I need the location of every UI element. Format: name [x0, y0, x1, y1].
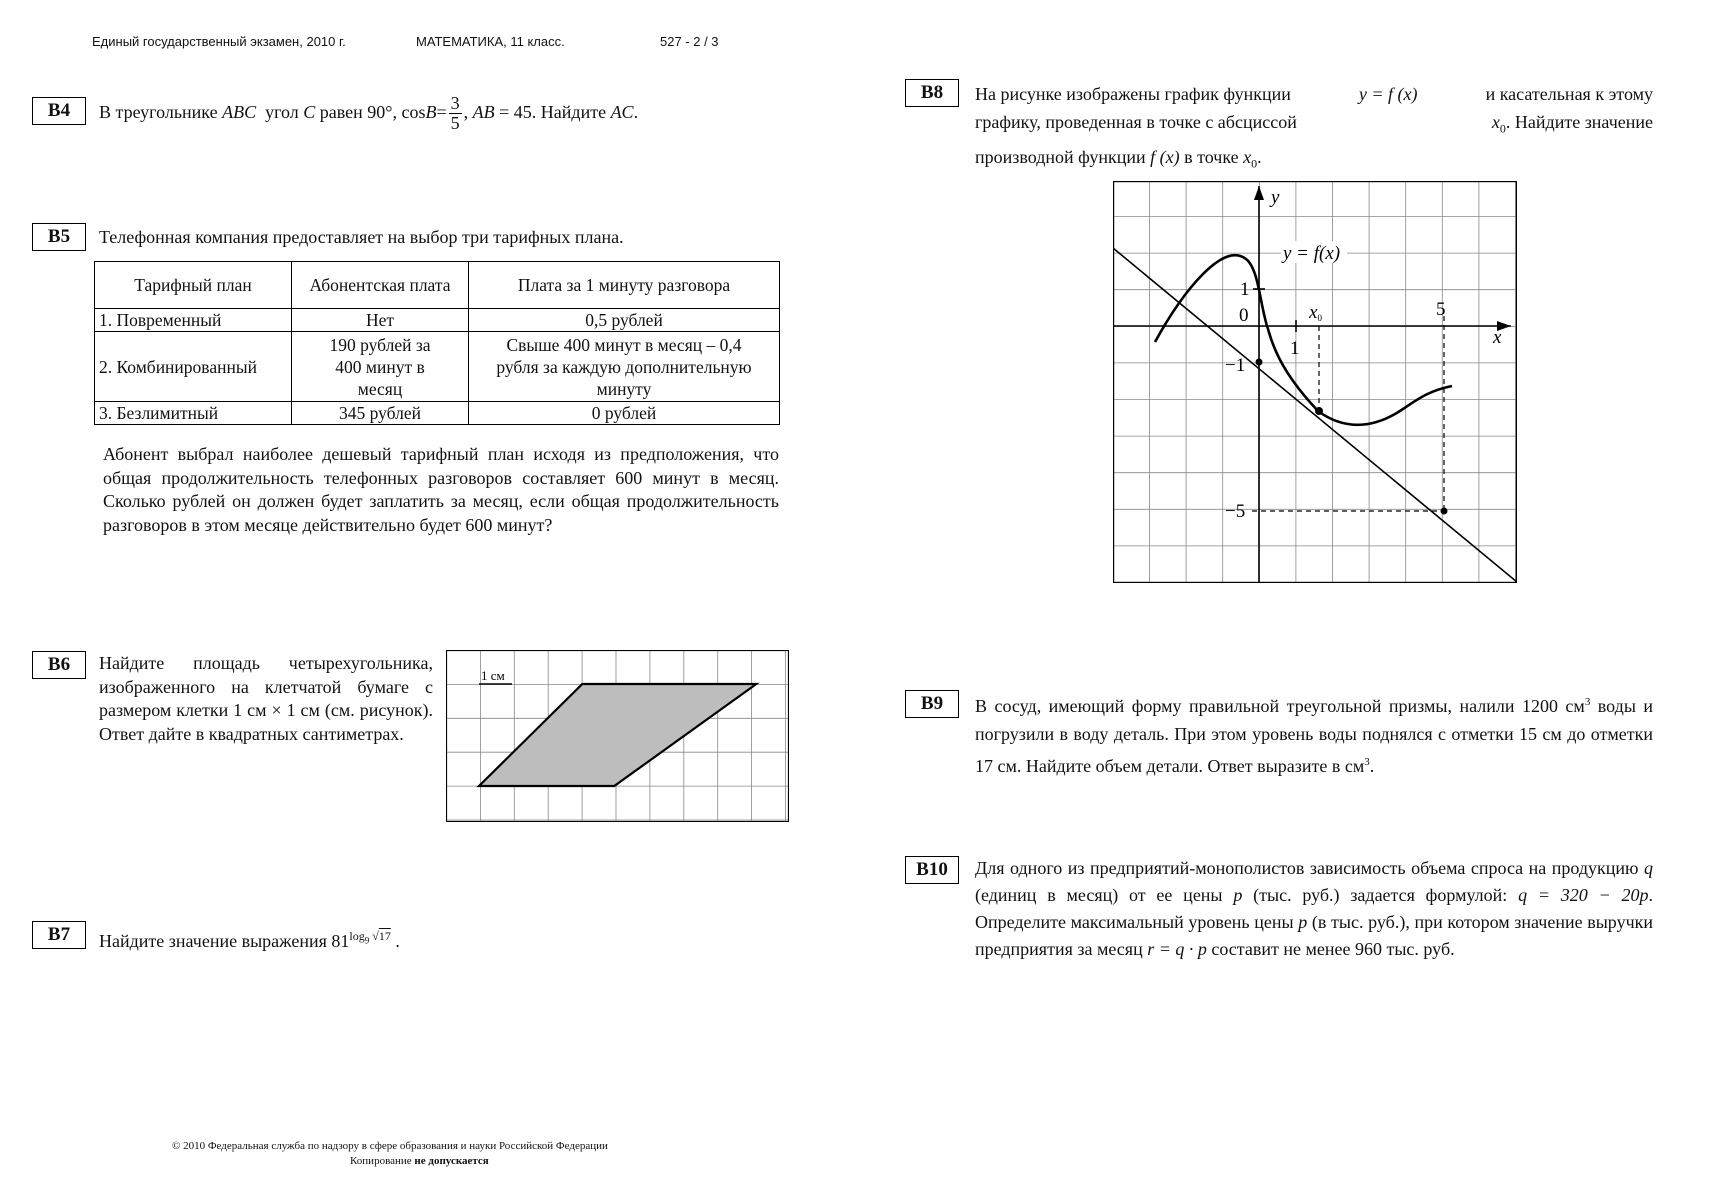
task-b5-question: Абонент выбрал наиболее дешевый тарифный план исходя из предположения, что общая продолжительность телефонных разговоров составляет 600 минут в месяц. Сколько рублей он должен будет заплатить за месяц, если общая продолжительность разговоров в этом месяце действительно будет 600 минут? — [103, 444, 779, 535]
task-b8-text: На рисунке изображены график функции y = f (x) и касательная к этому графику, проведенная в точке с абсциссой $x_0$. Найдите значение производной функции f (x) в точке $x_0$. — [975, 84, 1653, 171]
y-axis-label: y — [1271, 187, 1280, 208]
function-label: y = f(x) — [1283, 243, 1341, 264]
tariff-table — [94, 261, 780, 425]
task-b9-text: В сосуд, имеющий форму правильной треугольной призмы, налили 1200 $см^3$ воды и погрузили в воду деталь. При этом уровень воды поднялся с отметки 15 см до отметки 17 см. Найдите объем детали. Ответ выразите в $см^3$. — [975, 696, 1654, 776]
task-label-b6: B6 — [32, 651, 86, 679]
task-label-b10: B10 — [905, 856, 959, 884]
footer-copy-notice: Копирование не допускается — [350, 1155, 489, 1167]
tick-label-y1: 1 — [1240, 279, 1250, 300]
table-row: 3. Безлимитный 345 рублей 0 рублей — [95, 402, 780, 425]
grid-figure — [446, 650, 789, 822]
footer-copyright: © 2010 Федеральная служба по надзору в сфере образования и науки Российской Федерации — [172, 1140, 608, 1152]
task-b10-text: Для одного из предприятий-монополистов зависимость объема спроса на продукцию q (единиц в месяц) от ее цены p (тыс. руб.) задается формулой: q = 320 − 20p. Определите максимальный уровень цены p (в тыс. руб.), при котором значение выручки предприятия за месяц r = q · p составит не менее 960 тыс. руб. — [975, 858, 1654, 959]
table-row: 2. Комбинированный 190 рублей за 400 минут в месяц Свыше 400 минут в месяц – 0,4 рубля за каждую дополнительную минуту — [95, 332, 780, 402]
y-axis-arrow — [1254, 186, 1264, 200]
fraction-3-5: $\frac{3}{5}$ — [450, 93, 460, 134]
task-b7-text: Найдите значение выражения $81^{log_9 √17}$ . — [99, 929, 400, 951]
header-exam: Единый государственный экзамен, 2010 г. — [92, 34, 346, 49]
tangency-point — [1315, 407, 1323, 415]
x-axis-label: x — [1493, 327, 1502, 348]
table-row: 1. Повременный Нет 0,5 рублей — [95, 309, 780, 332]
origin-label: 0 — [1239, 305, 1249, 326]
task-label-b5: B5 — [32, 223, 86, 251]
tangent-line — [1113, 248, 1517, 582]
function-graph — [1113, 181, 1517, 583]
task-label-b7: B7 — [32, 921, 86, 949]
task-label-b9: B9 — [905, 690, 959, 718]
task-b4-text: В треугольнике ABC угол C равен 90°, cosB= $\frac{3}{5}$ , AB = 45. Найдите AC. — [99, 93, 639, 134]
task-label-b4: B4 — [32, 97, 86, 125]
x0-label: x0 — [1309, 302, 1322, 323]
tick-label-x1: 1 — [1290, 338, 1300, 359]
header-subject: МАТЕМАТИКА, 11 класс. — [416, 34, 565, 49]
header-page: 527 - 2 / 3 — [660, 34, 719, 49]
table-header: Плата за 1 минуту разговора — [469, 262, 780, 309]
table-header: Абонентская плата — [292, 262, 469, 309]
tick-label-ym5: −5 — [1225, 501, 1246, 522]
task-label-b8: B8 — [905, 79, 959, 107]
table-header: Тарифный план — [95, 262, 292, 309]
tick-label-x5: 5 — [1436, 299, 1446, 320]
task-b5-intro: Телефонная компания предоставляет на выбор три тарифных плана. — [99, 227, 624, 247]
scale-label: 1 см — [481, 668, 505, 683]
task-b6-text: Найдите площадь четырехугольника, изображенного на клетчатой бумаге с размером клетки 1 см × 1 см (см. рисунок). Ответ дайте в квадратных сантиметрах. — [99, 653, 433, 744]
tangent-point-x5 — [1441, 508, 1448, 515]
quadrilateral-shape — [479, 684, 756, 786]
tick-label-ym1: −1 — [1225, 355, 1246, 376]
tangent-point-y-intercept — [1256, 359, 1263, 366]
